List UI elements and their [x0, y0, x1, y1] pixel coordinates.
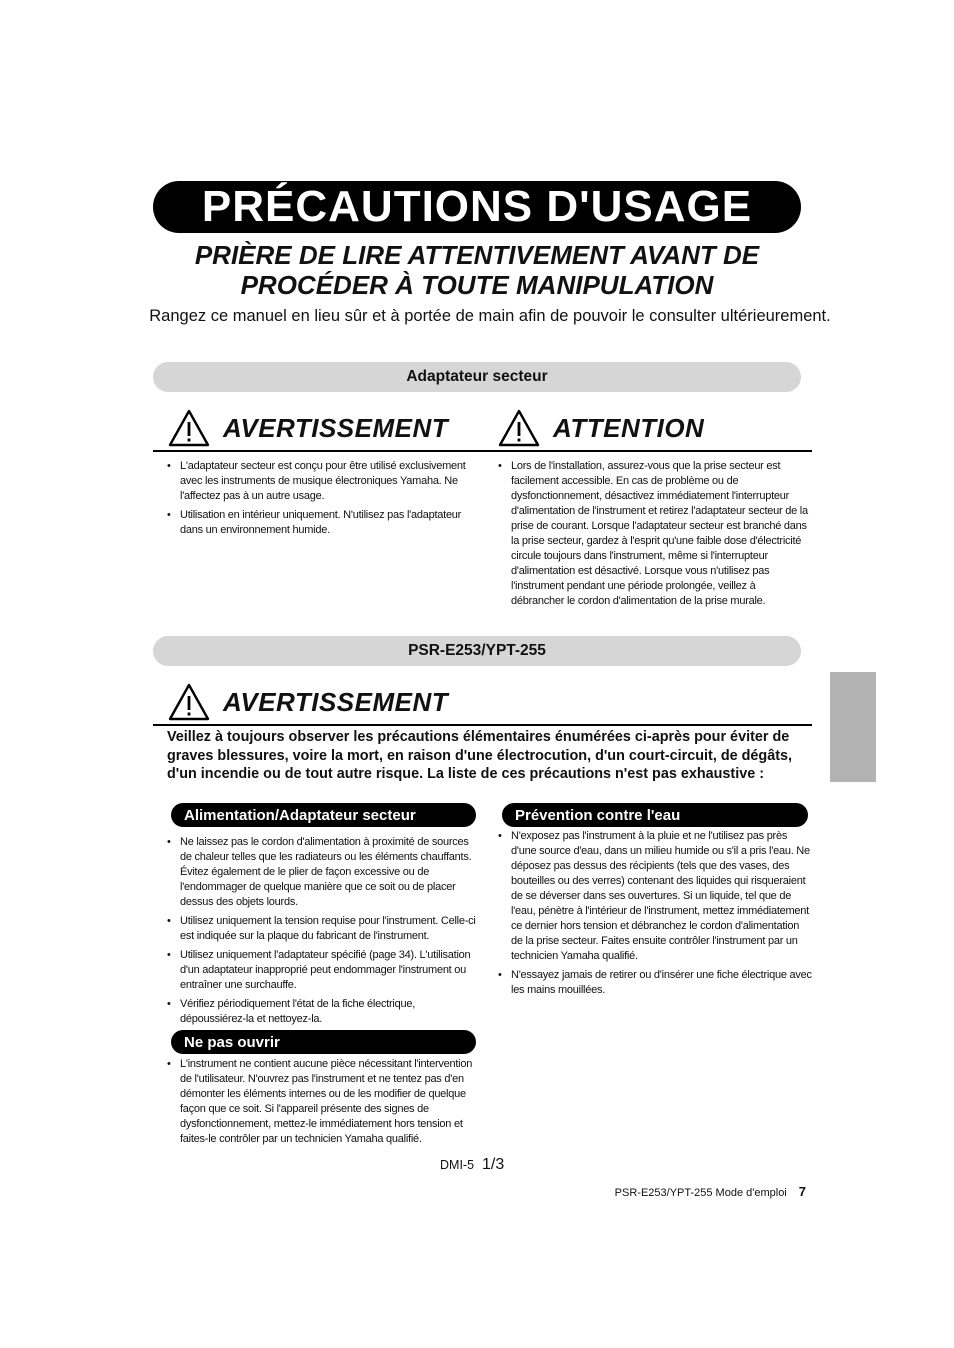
- subheading-water: [502, 803, 808, 827]
- warning-triangle-icon: [167, 682, 211, 722]
- title-banner: [153, 181, 801, 233]
- list-item: • N'essayez jamais de retirer ou d'insérer une fiche électrique avec les mains mouillées.: [498, 968, 812, 998]
- list-item: • Utilisation en intérieur uniquement. N'utilisez pas l'adaptateur dans un environnement humide.: [167, 508, 481, 538]
- caution-heading-text: ATTENTION: [553, 412, 705, 443]
- section-label: PSR-E253/YPT-255: [408, 642, 546, 659]
- caution-heading: [483, 406, 812, 452]
- subtitle: PRIÈRE DE LIRE ATTENTIVEMENT AVANT DE PROCÉDER À TOUTE MANIPULATION: [194, 240, 760, 300]
- warning-heading-text: AVERTISSEMENT: [223, 686, 449, 717]
- water-list: [498, 829, 812, 1002]
- list-item: • L'adaptateur secteur est conçu pour être utilisé exclusivement avec les instruments de musique électroniques Yamaha. Ne l'affectez pas à un autre usage.: [167, 459, 481, 504]
- open-list: [167, 1057, 483, 1151]
- warning-heading-text: AVERTISSEMENT: [223, 412, 449, 443]
- warning-triangle-icon: [167, 408, 211, 448]
- subheading-text: Alimentation/Adaptateur secteur: [184, 806, 416, 824]
- subheading-text: Prévention contre l'eau: [515, 806, 681, 824]
- list-item: • L'instrument ne contient aucune pièce nécessitant l'intervention de l'utilisateur. N'ouvrez pas l'instrument et ne tentez pas d'en démonter les éléments internes ou de les modifier de quelque façon que ce soit. Si l'appareil présente des signes de dysfonctionnement, mettez-le immédiatement hors tension et faites-le contrôler par un technicien Yamaha qualifié.: [167, 1057, 483, 1147]
- lead-paragraph: Veillez à toujours observer les précautions élémentaires énumérées ci-après pour éviter de graves blessures, voire la mort, en raison d'une électrocution, d'un court-circuit, de dégâts, d'un incendie ou de tout autre risque. La liste de ces précautions n'est pas exhaustive :: [167, 729, 793, 782]
- warning-triangle-icon: [497, 408, 541, 448]
- dmi-fraction: 1/3: [482, 1156, 505, 1173]
- list-item: • Lors de l'installation, assurez-vous que la prise secteur est facilement accessible. En cas de problème ou de dysfonctionnement, désactivez immédiatement l'interrupteur d'alimentation de l'instrument et retirez l'adaptateur secteur de la prise de courant. Lorsque l'adaptateur secteur est branché dans la prise secteur, gardez à l'esprit qu'une faible dose d'électricité circule toujours dans l'instrument, même si l'interrupteur d'alimentation est désactivé. Lorsque vous n'utilisez pas l'instrument pendant une période prolongée, veillez à débrancher le cordon d'alimentation de la prise murale.: [498, 459, 810, 609]
- caution-list-adaptateur: [498, 459, 810, 613]
- page-title: PRÉCAUTIONS D'USAGE: [201, 182, 753, 231]
- power-list: [167, 835, 483, 1031]
- page-number: 7: [798, 1184, 806, 1199]
- warning-heading-model: [153, 680, 812, 726]
- side-tab: [830, 672, 876, 782]
- list-item: • Ne laissez pas le cordon d'alimentation à proximité de sources de chaleur telles que les radiateurs ou les éléments chauffants. Évitez également de le plier de façon excessive ou de l'endommager de quelque manière que ce soit ou de placer dessus des objets lourds.: [167, 835, 483, 910]
- page-footer: [560, 1184, 806, 1199]
- list-item: • Utilisez uniquement la tension requise pour l'instrument. Celle-ci est indiquée sur la plaque du fabricant de l'instrument.: [167, 914, 483, 944]
- footer-model: PSR-E253/YPT-255 Mode d'emploi: [614, 1187, 787, 1199]
- section-label: Adaptateur secteur: [406, 368, 548, 385]
- dmi-code: DMI-5: [440, 1158, 475, 1172]
- warning-list-adaptateur: [167, 459, 481, 542]
- list-item: • N'exposez pas l'instrument à la pluie et ne l'utilisez pas près d'une source d'eau, dans un milieu humide ou s'il a pris l'eau. Ne déposez pas dessus des récipients (tels que des vases, des bouteilles ou des verres) contenant des liquides qui risqueraient de se déverser dans ses ouvertures. Si un liquide, tel que de l'eau, pénètre à l'intérieur de l'instrument, mettez immédiatement ce dernier hors tension et débranchez le cordon d'alimentation de la prise secteur. Faites ensuite contrôler l'instrument par un technicien Yamaha qualifié.: [498, 829, 812, 964]
- section-bar-model: [153, 636, 801, 666]
- subheading-text: Ne pas ouvrir: [184, 1033, 280, 1051]
- warning-heading: [153, 406, 483, 452]
- subheading-power: [171, 803, 476, 827]
- section-bar-adaptateur: [153, 362, 801, 392]
- subheading-open: [171, 1030, 476, 1054]
- dmi-label: [440, 1156, 504, 1174]
- intro-text: Rangez ce manuel en lieu sûr et à portée de main afin de pouvoir le consulter ultérieurement.: [149, 307, 831, 325]
- list-item: • Vérifiez périodiquement l'état de la fiche électrique, dépoussiérez-la et nettoyez-la.: [167, 997, 483, 1027]
- list-item: • Utilisez uniquement l'adaptateur spécifié (page 34). L'utilisation d'un adaptateur inapproprié peut endommager l'instrument ou entraîner une surchauffe.: [167, 948, 483, 993]
